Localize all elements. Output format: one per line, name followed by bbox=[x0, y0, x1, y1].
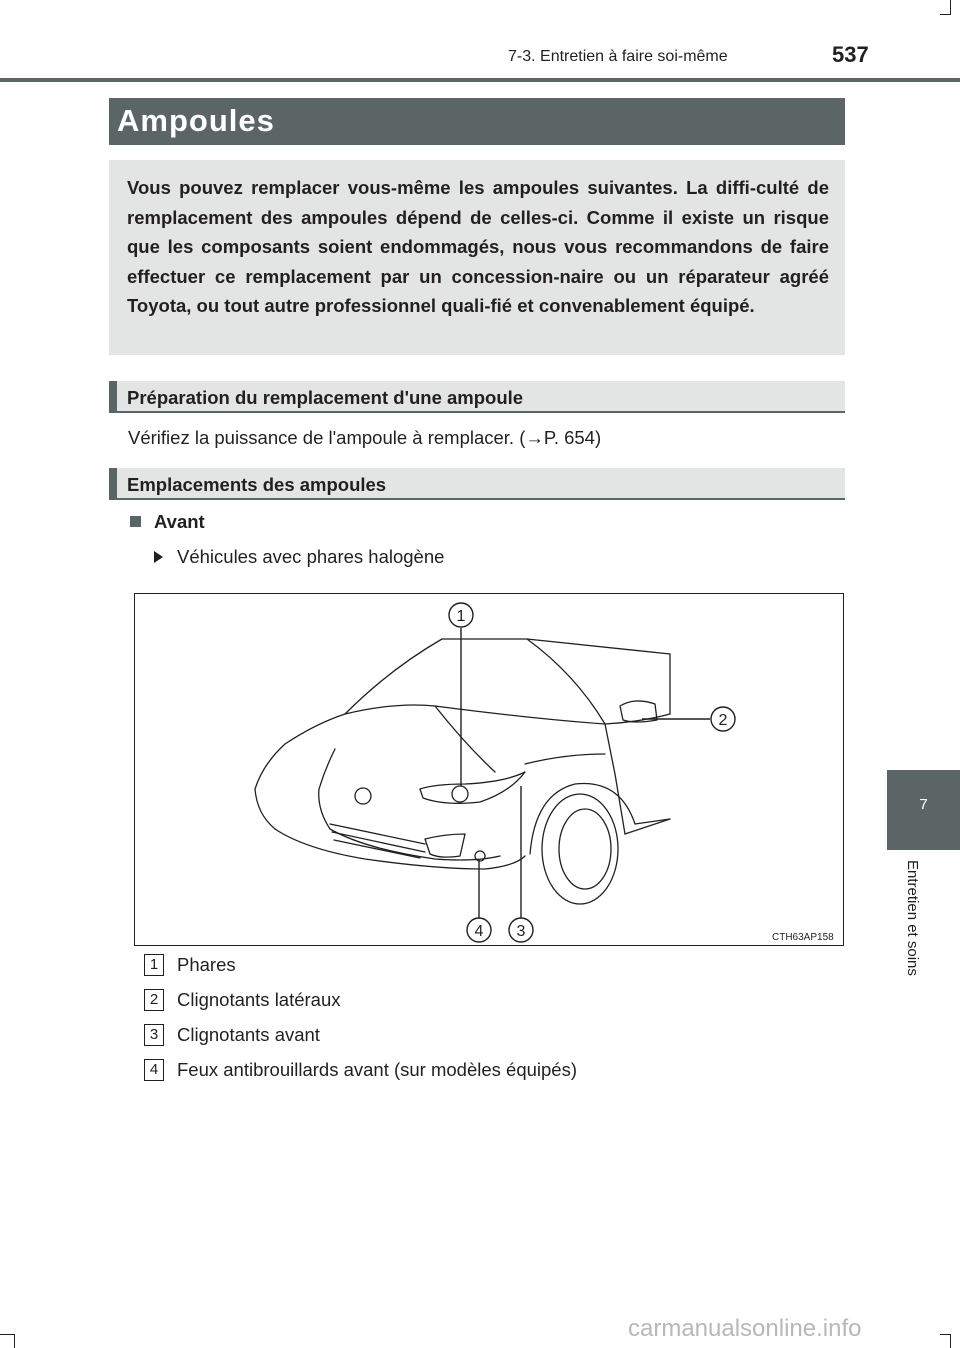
legend-num-4: 4 bbox=[144, 1059, 164, 1081]
triangle-bullet-icon bbox=[154, 551, 163, 563]
callout-3: 3 bbox=[516, 923, 526, 940]
section-title-locations: Emplacements des ampoules bbox=[127, 474, 387, 495]
page-title: Ampoules bbox=[117, 103, 275, 138]
legend-label-1: Phares bbox=[177, 954, 236, 975]
figure-code: CTH63AP158 bbox=[772, 932, 834, 943]
watermark: carmanualsonline.info bbox=[628, 1315, 862, 1342]
section-accent bbox=[109, 381, 117, 413]
page-number: 537 bbox=[832, 42, 869, 67]
crop-mark bbox=[940, 1334, 951, 1335]
chapter-number: 7 bbox=[919, 796, 928, 813]
crop-mark bbox=[940, 14, 951, 15]
car-illustration bbox=[134, 593, 844, 946]
callout-2: 2 bbox=[718, 712, 728, 729]
legend-num-2: 2 bbox=[144, 989, 164, 1011]
section-title-preparation: Préparation du remplacement d'une ampoule bbox=[127, 387, 524, 408]
preparation-text: Vérifiez la puissance de l'ampoule à remplacer. (→P. 654) bbox=[128, 427, 602, 448]
crop-mark bbox=[0, 1334, 14, 1335]
header-rule bbox=[0, 78, 960, 82]
square-bullet-icon bbox=[130, 516, 141, 527]
crop-mark bbox=[14, 1334, 15, 1348]
subheading-avant: Avant bbox=[154, 511, 205, 532]
callout-1: 1 bbox=[456, 608, 466, 625]
section-accent bbox=[109, 468, 117, 500]
car-drawing bbox=[135, 594, 843, 945]
legend-label-3: Clignotants avant bbox=[177, 1024, 320, 1045]
running-header-section: 7-3. Entretien à faire soi-même bbox=[508, 48, 728, 65]
intro-text: Vous pouvez remplacer vous-même les ampoules suivantes. La diffi-culté de remplacement des ampoules dépend de celles-ci. Comme il existe un risque que les composants soient endommagés, nous vous recommandons de faire effectuer ce remplacement par un concession-naire ou un réparateur agréé Toyota, ou tout autre professionnel quali-fié et convenablement équipé. bbox=[127, 177, 829, 316]
chapter-label: Entretien et soins bbox=[904, 860, 921, 976]
legend-num-1: 1 bbox=[144, 954, 164, 976]
legend-label-2: Clignotants latéraux bbox=[177, 989, 341, 1010]
bullet-halogen: Véhicules avec phares halogène bbox=[177, 546, 445, 567]
legend-label-4: Feux antibrouillards avant (sur modèles équipés) bbox=[177, 1059, 578, 1080]
callout-4: 4 bbox=[474, 923, 484, 940]
crop-mark bbox=[950, 0, 951, 14]
legend-num-3: 3 bbox=[144, 1024, 164, 1046]
crop-mark bbox=[950, 1334, 951, 1348]
